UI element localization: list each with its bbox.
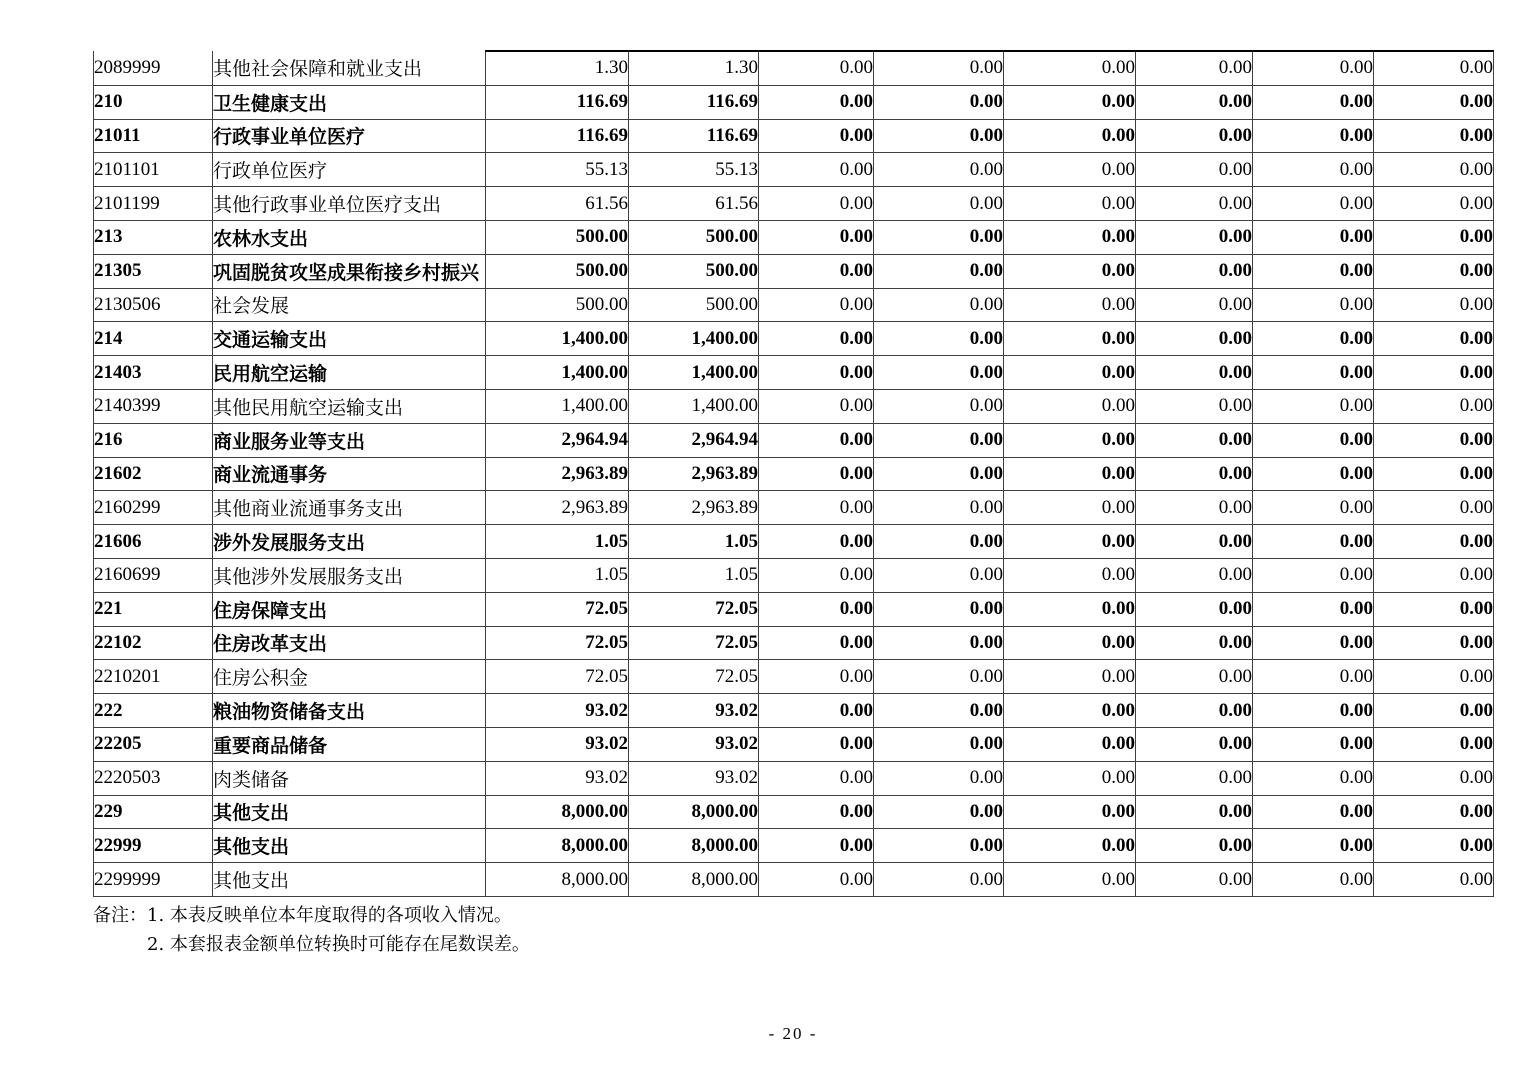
value-cell: 116.69 bbox=[629, 85, 759, 119]
value-cell: 2,964.94 bbox=[629, 423, 759, 457]
value-cell: 0.00 bbox=[874, 795, 1004, 829]
value-cell: 0.00 bbox=[1253, 51, 1374, 85]
name-cell: 肉类储备 bbox=[213, 761, 486, 795]
value-cell: 0.00 bbox=[874, 525, 1004, 559]
value-cell: 72.05 bbox=[629, 592, 759, 626]
value-cell: 0.00 bbox=[1004, 119, 1136, 153]
value-cell: 0.00 bbox=[759, 626, 874, 660]
value-cell: 72.05 bbox=[629, 626, 759, 660]
value-cell: 0.00 bbox=[1136, 795, 1253, 829]
value-cell: 0.00 bbox=[1253, 288, 1374, 322]
value-cell: 0.00 bbox=[759, 119, 874, 153]
value-cell: 0.00 bbox=[1253, 389, 1374, 423]
value-cell: 0.00 bbox=[759, 457, 874, 491]
value-cell: 0.00 bbox=[1004, 254, 1136, 288]
value-cell: 0.00 bbox=[1136, 254, 1253, 288]
value-cell: 0.00 bbox=[874, 51, 1004, 85]
value-cell: 93.02 bbox=[629, 761, 759, 795]
value-cell: 0.00 bbox=[759, 727, 874, 761]
value-cell: 500.00 bbox=[629, 254, 759, 288]
value-cell: 0.00 bbox=[1136, 187, 1253, 221]
value-cell: 0.00 bbox=[759, 795, 874, 829]
value-cell: 0.00 bbox=[874, 829, 1004, 863]
code-cell: 21305 bbox=[94, 254, 213, 288]
value-cell: 0.00 bbox=[1004, 153, 1136, 187]
value-cell: 1,400.00 bbox=[629, 389, 759, 423]
name-cell: 住房保障支出 bbox=[213, 592, 486, 626]
code-cell: 2101101 bbox=[94, 153, 213, 187]
value-cell: 0.00 bbox=[1253, 829, 1374, 863]
value-cell: 0.00 bbox=[1253, 153, 1374, 187]
code-cell: 210 bbox=[94, 85, 213, 119]
value-cell: 0.00 bbox=[874, 153, 1004, 187]
value-cell: 500.00 bbox=[629, 288, 759, 322]
name-cell: 粮油物资储备支出 bbox=[213, 694, 486, 728]
code-cell: 216 bbox=[94, 423, 213, 457]
table-row bbox=[94, 525, 1494, 559]
value-cell: 0.00 bbox=[874, 694, 1004, 728]
value-cell: 0.00 bbox=[759, 592, 874, 626]
value-cell: 1.30 bbox=[486, 51, 629, 85]
table-row bbox=[94, 288, 1494, 322]
value-cell: 0.00 bbox=[1374, 220, 1494, 254]
value-cell: 72.05 bbox=[629, 660, 759, 694]
budget-table bbox=[93, 50, 1494, 897]
value-cell: 55.13 bbox=[629, 153, 759, 187]
value-cell: 2,963.89 bbox=[629, 457, 759, 491]
value-cell: 0.00 bbox=[1004, 795, 1136, 829]
value-cell: 2,964.94 bbox=[486, 423, 629, 457]
value-cell: 500.00 bbox=[629, 220, 759, 254]
value-cell: 0.00 bbox=[1253, 694, 1374, 728]
value-cell: 1.30 bbox=[629, 51, 759, 85]
value-cell: 0.00 bbox=[1136, 558, 1253, 592]
value-cell: 0.00 bbox=[759, 356, 874, 390]
note-text-1: 1. 本表反映单位本年度取得的各项收入情况。 bbox=[147, 905, 512, 926]
value-cell: 500.00 bbox=[486, 254, 629, 288]
value-cell: 0.00 bbox=[874, 220, 1004, 254]
value-cell: 0.00 bbox=[1136, 389, 1253, 423]
code-cell: 229 bbox=[94, 795, 213, 829]
value-cell: 1.05 bbox=[486, 525, 629, 559]
name-cell: 住房公积金 bbox=[213, 660, 486, 694]
value-cell: 0.00 bbox=[1004, 288, 1136, 322]
name-cell: 农林水支出 bbox=[213, 220, 486, 254]
value-cell: 0.00 bbox=[1374, 423, 1494, 457]
code-cell: 21602 bbox=[94, 457, 213, 491]
code-cell: 2130506 bbox=[94, 288, 213, 322]
value-cell: 1,400.00 bbox=[486, 356, 629, 390]
table-row bbox=[94, 356, 1494, 390]
value-cell: 0.00 bbox=[1253, 525, 1374, 559]
value-cell: 0.00 bbox=[1004, 525, 1136, 559]
value-cell: 0.00 bbox=[1136, 51, 1253, 85]
value-cell: 0.00 bbox=[1253, 626, 1374, 660]
value-cell: 0.00 bbox=[759, 863, 874, 897]
value-cell: 0.00 bbox=[1374, 51, 1494, 85]
value-cell: 0.00 bbox=[1374, 727, 1494, 761]
value-cell: 2,963.89 bbox=[486, 457, 629, 491]
value-cell: 0.00 bbox=[1253, 727, 1374, 761]
table-row bbox=[94, 863, 1494, 897]
value-cell: 0.00 bbox=[1136, 119, 1253, 153]
note-line-2 bbox=[147, 930, 530, 959]
value-cell: 0.00 bbox=[874, 761, 1004, 795]
value-cell: 0.00 bbox=[1136, 694, 1253, 728]
value-cell: 0.00 bbox=[1136, 220, 1253, 254]
code-cell: 2160299 bbox=[94, 491, 213, 525]
value-cell: 0.00 bbox=[1374, 795, 1494, 829]
value-cell: 0.00 bbox=[759, 389, 874, 423]
value-cell: 0.00 bbox=[874, 389, 1004, 423]
code-cell: 21606 bbox=[94, 525, 213, 559]
value-cell: 0.00 bbox=[759, 51, 874, 85]
value-cell: 0.00 bbox=[1004, 626, 1136, 660]
value-cell: 72.05 bbox=[486, 592, 629, 626]
value-cell: 116.69 bbox=[629, 119, 759, 153]
value-cell: 0.00 bbox=[759, 322, 874, 356]
table-row bbox=[94, 51, 1494, 85]
table-row bbox=[94, 694, 1494, 728]
table-row bbox=[94, 660, 1494, 694]
table-row bbox=[94, 592, 1494, 626]
value-cell: 8,000.00 bbox=[629, 863, 759, 897]
value-cell: 0.00 bbox=[759, 491, 874, 525]
value-cell: 0.00 bbox=[874, 423, 1004, 457]
value-cell: 8,000.00 bbox=[486, 863, 629, 897]
notes-label: 备注： bbox=[93, 905, 147, 926]
name-cell: 住房改革支出 bbox=[213, 626, 486, 660]
value-cell: 0.00 bbox=[1136, 829, 1253, 863]
value-cell: 0.00 bbox=[759, 187, 874, 221]
name-cell: 巩固脱贫攻坚成果衔接乡村振兴 bbox=[213, 254, 486, 288]
value-cell: 0.00 bbox=[1374, 322, 1494, 356]
value-cell: 0.00 bbox=[1004, 423, 1136, 457]
value-cell: 0.00 bbox=[1374, 119, 1494, 153]
table-row bbox=[94, 761, 1494, 795]
value-cell: 93.02 bbox=[486, 694, 629, 728]
value-cell: 0.00 bbox=[1004, 356, 1136, 390]
value-cell: 0.00 bbox=[1136, 727, 1253, 761]
value-cell: 0.00 bbox=[759, 660, 874, 694]
code-cell: 2299999 bbox=[94, 863, 213, 897]
name-cell: 其他支出 bbox=[213, 863, 486, 897]
name-cell: 商业流通事务 bbox=[213, 457, 486, 491]
value-cell: 8,000.00 bbox=[486, 829, 629, 863]
table-row bbox=[94, 829, 1494, 863]
code-cell: 2089999 bbox=[94, 51, 213, 85]
value-cell: 0.00 bbox=[1253, 795, 1374, 829]
value-cell: 0.00 bbox=[1004, 187, 1136, 221]
table-row bbox=[94, 85, 1494, 119]
value-cell: 0.00 bbox=[1253, 254, 1374, 288]
value-cell: 0.00 bbox=[1004, 761, 1136, 795]
table-row bbox=[94, 119, 1494, 153]
value-cell: 500.00 bbox=[486, 220, 629, 254]
value-cell: 0.00 bbox=[874, 558, 1004, 592]
name-cell: 其他商业流通事务支出 bbox=[213, 491, 486, 525]
value-cell: 0.00 bbox=[1004, 558, 1136, 592]
value-cell: 1,400.00 bbox=[486, 389, 629, 423]
code-cell: 2101199 bbox=[94, 187, 213, 221]
table-row bbox=[94, 727, 1494, 761]
value-cell: 0.00 bbox=[1004, 660, 1136, 694]
value-cell: 0.00 bbox=[1136, 491, 1253, 525]
table-row bbox=[94, 220, 1494, 254]
value-cell: 0.00 bbox=[759, 525, 874, 559]
value-cell: 72.05 bbox=[486, 626, 629, 660]
value-cell: 55.13 bbox=[486, 153, 629, 187]
value-cell: 0.00 bbox=[1374, 187, 1494, 221]
value-cell: 0.00 bbox=[1374, 592, 1494, 626]
value-cell: 8,000.00 bbox=[486, 795, 629, 829]
name-cell: 交通运输支出 bbox=[213, 322, 486, 356]
name-cell: 其他民用航空运输支出 bbox=[213, 389, 486, 423]
name-cell: 其他支出 bbox=[213, 795, 486, 829]
value-cell: 0.00 bbox=[1253, 220, 1374, 254]
value-cell: 0.00 bbox=[1374, 457, 1494, 491]
note-line-1 bbox=[93, 901, 530, 930]
code-cell: 222 bbox=[94, 694, 213, 728]
table-row bbox=[94, 153, 1494, 187]
value-cell: 0.00 bbox=[874, 626, 1004, 660]
name-cell: 卫生健康支出 bbox=[213, 85, 486, 119]
table-row bbox=[94, 626, 1494, 660]
code-cell: 2220503 bbox=[94, 761, 213, 795]
value-cell: 116.69 bbox=[486, 119, 629, 153]
value-cell: 0.00 bbox=[1374, 863, 1494, 897]
value-cell: 0.00 bbox=[1253, 660, 1374, 694]
value-cell: 0.00 bbox=[874, 592, 1004, 626]
value-cell: 0.00 bbox=[1136, 322, 1253, 356]
value-cell: 0.00 bbox=[1136, 423, 1253, 457]
value-cell: 0.00 bbox=[1004, 51, 1136, 85]
value-cell: 0.00 bbox=[1253, 423, 1374, 457]
value-cell: 0.00 bbox=[1136, 626, 1253, 660]
table-body bbox=[94, 51, 1494, 896]
value-cell: 0.00 bbox=[1374, 626, 1494, 660]
value-cell: 0.00 bbox=[874, 322, 1004, 356]
code-cell: 2160699 bbox=[94, 558, 213, 592]
value-cell: 0.00 bbox=[759, 254, 874, 288]
code-cell: 22999 bbox=[94, 829, 213, 863]
value-cell: 0.00 bbox=[1136, 153, 1253, 187]
code-cell: 21403 bbox=[94, 356, 213, 390]
table-row bbox=[94, 558, 1494, 592]
code-cell: 22102 bbox=[94, 626, 213, 660]
value-cell: 0.00 bbox=[1253, 356, 1374, 390]
value-cell: 0.00 bbox=[1136, 660, 1253, 694]
value-cell: 93.02 bbox=[486, 761, 629, 795]
value-cell: 0.00 bbox=[759, 694, 874, 728]
table-row bbox=[94, 322, 1494, 356]
value-cell: 0.00 bbox=[1253, 761, 1374, 795]
value-cell: 0.00 bbox=[874, 863, 1004, 897]
value-cell: 0.00 bbox=[1136, 592, 1253, 626]
value-cell: 0.00 bbox=[874, 491, 1004, 525]
value-cell: 0.00 bbox=[1253, 491, 1374, 525]
value-cell: 0.00 bbox=[874, 85, 1004, 119]
value-cell: 0.00 bbox=[874, 119, 1004, 153]
value-cell: 116.69 bbox=[486, 85, 629, 119]
value-cell: 0.00 bbox=[1136, 457, 1253, 491]
value-cell: 0.00 bbox=[1004, 694, 1136, 728]
code-cell: 21011 bbox=[94, 119, 213, 153]
code-cell: 2140399 bbox=[94, 389, 213, 423]
name-cell: 涉外发展服务支出 bbox=[213, 525, 486, 559]
value-cell: 0.00 bbox=[1136, 863, 1253, 897]
value-cell: 1,400.00 bbox=[486, 322, 629, 356]
name-cell: 行政单位医疗 bbox=[213, 153, 486, 187]
name-cell: 商业服务业等支出 bbox=[213, 423, 486, 457]
value-cell: 2,963.89 bbox=[486, 491, 629, 525]
value-cell: 0.00 bbox=[1374, 660, 1494, 694]
value-cell: 0.00 bbox=[1253, 322, 1374, 356]
value-cell: 2,963.89 bbox=[629, 491, 759, 525]
table-row bbox=[94, 423, 1494, 457]
value-cell: 0.00 bbox=[874, 187, 1004, 221]
table-row bbox=[94, 187, 1494, 221]
value-cell: 0.00 bbox=[759, 423, 874, 457]
value-cell: 0.00 bbox=[1004, 220, 1136, 254]
code-cell: 214 bbox=[94, 322, 213, 356]
name-cell: 重要商品储备 bbox=[213, 727, 486, 761]
note-text-2: 2. 本套报表金额单位转换时可能存在尾数误差。 bbox=[147, 934, 530, 955]
value-cell: 0.00 bbox=[1136, 525, 1253, 559]
name-cell: 其他行政事业单位医疗支出 bbox=[213, 187, 486, 221]
value-cell: 1.05 bbox=[486, 558, 629, 592]
code-cell: 221 bbox=[94, 592, 213, 626]
table-row bbox=[94, 491, 1494, 525]
table-row bbox=[94, 389, 1494, 423]
value-cell: 1.05 bbox=[629, 558, 759, 592]
value-cell: 0.00 bbox=[1374, 694, 1494, 728]
value-cell: 61.56 bbox=[629, 187, 759, 221]
value-cell: 0.00 bbox=[1253, 457, 1374, 491]
value-cell: 0.00 bbox=[874, 727, 1004, 761]
value-cell: 0.00 bbox=[1374, 829, 1494, 863]
table-row bbox=[94, 457, 1494, 491]
value-cell: 0.00 bbox=[1374, 356, 1494, 390]
value-cell: 0.00 bbox=[1253, 85, 1374, 119]
name-cell: 其他涉外发展服务支出 bbox=[213, 558, 486, 592]
value-cell: 0.00 bbox=[874, 356, 1004, 390]
name-cell: 其他支出 bbox=[213, 829, 486, 863]
value-cell: 0.00 bbox=[759, 829, 874, 863]
value-cell: 0.00 bbox=[759, 85, 874, 119]
value-cell: 0.00 bbox=[1374, 761, 1494, 795]
table-row bbox=[94, 254, 1494, 288]
value-cell: 93.02 bbox=[629, 694, 759, 728]
value-cell: 0.00 bbox=[1374, 153, 1494, 187]
value-cell: 0.00 bbox=[759, 220, 874, 254]
value-cell: 0.00 bbox=[1136, 761, 1253, 795]
value-cell: 1,400.00 bbox=[629, 356, 759, 390]
value-cell: 93.02 bbox=[486, 727, 629, 761]
value-cell: 0.00 bbox=[1253, 119, 1374, 153]
value-cell: 0.00 bbox=[1136, 85, 1253, 119]
value-cell: 0.00 bbox=[1374, 389, 1494, 423]
value-cell: 0.00 bbox=[1253, 592, 1374, 626]
value-cell: 0.00 bbox=[1004, 863, 1136, 897]
value-cell: 0.00 bbox=[1004, 389, 1136, 423]
value-cell: 0.00 bbox=[1374, 85, 1494, 119]
code-cell: 22205 bbox=[94, 727, 213, 761]
value-cell: 0.00 bbox=[1253, 863, 1374, 897]
value-cell: 0.00 bbox=[1136, 288, 1253, 322]
code-cell: 213 bbox=[94, 220, 213, 254]
page-number: - 20 - bbox=[768, 1024, 818, 1043]
code-cell: 2210201 bbox=[94, 660, 213, 694]
table-row bbox=[94, 795, 1494, 829]
name-cell: 其他社会保障和就业支出 bbox=[213, 51, 486, 85]
value-cell: 0.00 bbox=[1004, 457, 1136, 491]
value-cell: 0.00 bbox=[1374, 558, 1494, 592]
value-cell: 93.02 bbox=[629, 727, 759, 761]
value-cell: 8,000.00 bbox=[629, 829, 759, 863]
value-cell: 0.00 bbox=[759, 558, 874, 592]
value-cell: 0.00 bbox=[1004, 829, 1136, 863]
value-cell: 61.56 bbox=[486, 187, 629, 221]
value-cell: 1.05 bbox=[629, 525, 759, 559]
value-cell: 0.00 bbox=[1004, 727, 1136, 761]
value-cell: 0.00 bbox=[874, 660, 1004, 694]
name-cell: 社会发展 bbox=[213, 288, 486, 322]
name-cell: 行政事业单位医疗 bbox=[213, 119, 486, 153]
value-cell: 0.00 bbox=[1004, 491, 1136, 525]
value-cell: 0.00 bbox=[1374, 254, 1494, 288]
value-cell: 0.00 bbox=[1253, 187, 1374, 221]
name-cell: 民用航空运输 bbox=[213, 356, 486, 390]
value-cell: 0.00 bbox=[1374, 288, 1494, 322]
value-cell: 0.00 bbox=[1374, 491, 1494, 525]
value-cell: 0.00 bbox=[1253, 558, 1374, 592]
value-cell: 0.00 bbox=[759, 288, 874, 322]
value-cell: 8,000.00 bbox=[629, 795, 759, 829]
value-cell: 0.00 bbox=[874, 457, 1004, 491]
value-cell: 0.00 bbox=[1004, 322, 1136, 356]
value-cell: 0.00 bbox=[1136, 356, 1253, 390]
value-cell: 500.00 bbox=[486, 288, 629, 322]
value-cell: 0.00 bbox=[1374, 525, 1494, 559]
value-cell: 0.00 bbox=[1004, 85, 1136, 119]
value-cell: 1,400.00 bbox=[629, 322, 759, 356]
notes bbox=[93, 901, 530, 959]
value-cell: 0.00 bbox=[874, 254, 1004, 288]
value-cell: 0.00 bbox=[874, 288, 1004, 322]
value-cell: 0.00 bbox=[759, 761, 874, 795]
value-cell: 0.00 bbox=[759, 153, 874, 187]
value-cell: 72.05 bbox=[486, 660, 629, 694]
value-cell: 0.00 bbox=[1004, 592, 1136, 626]
